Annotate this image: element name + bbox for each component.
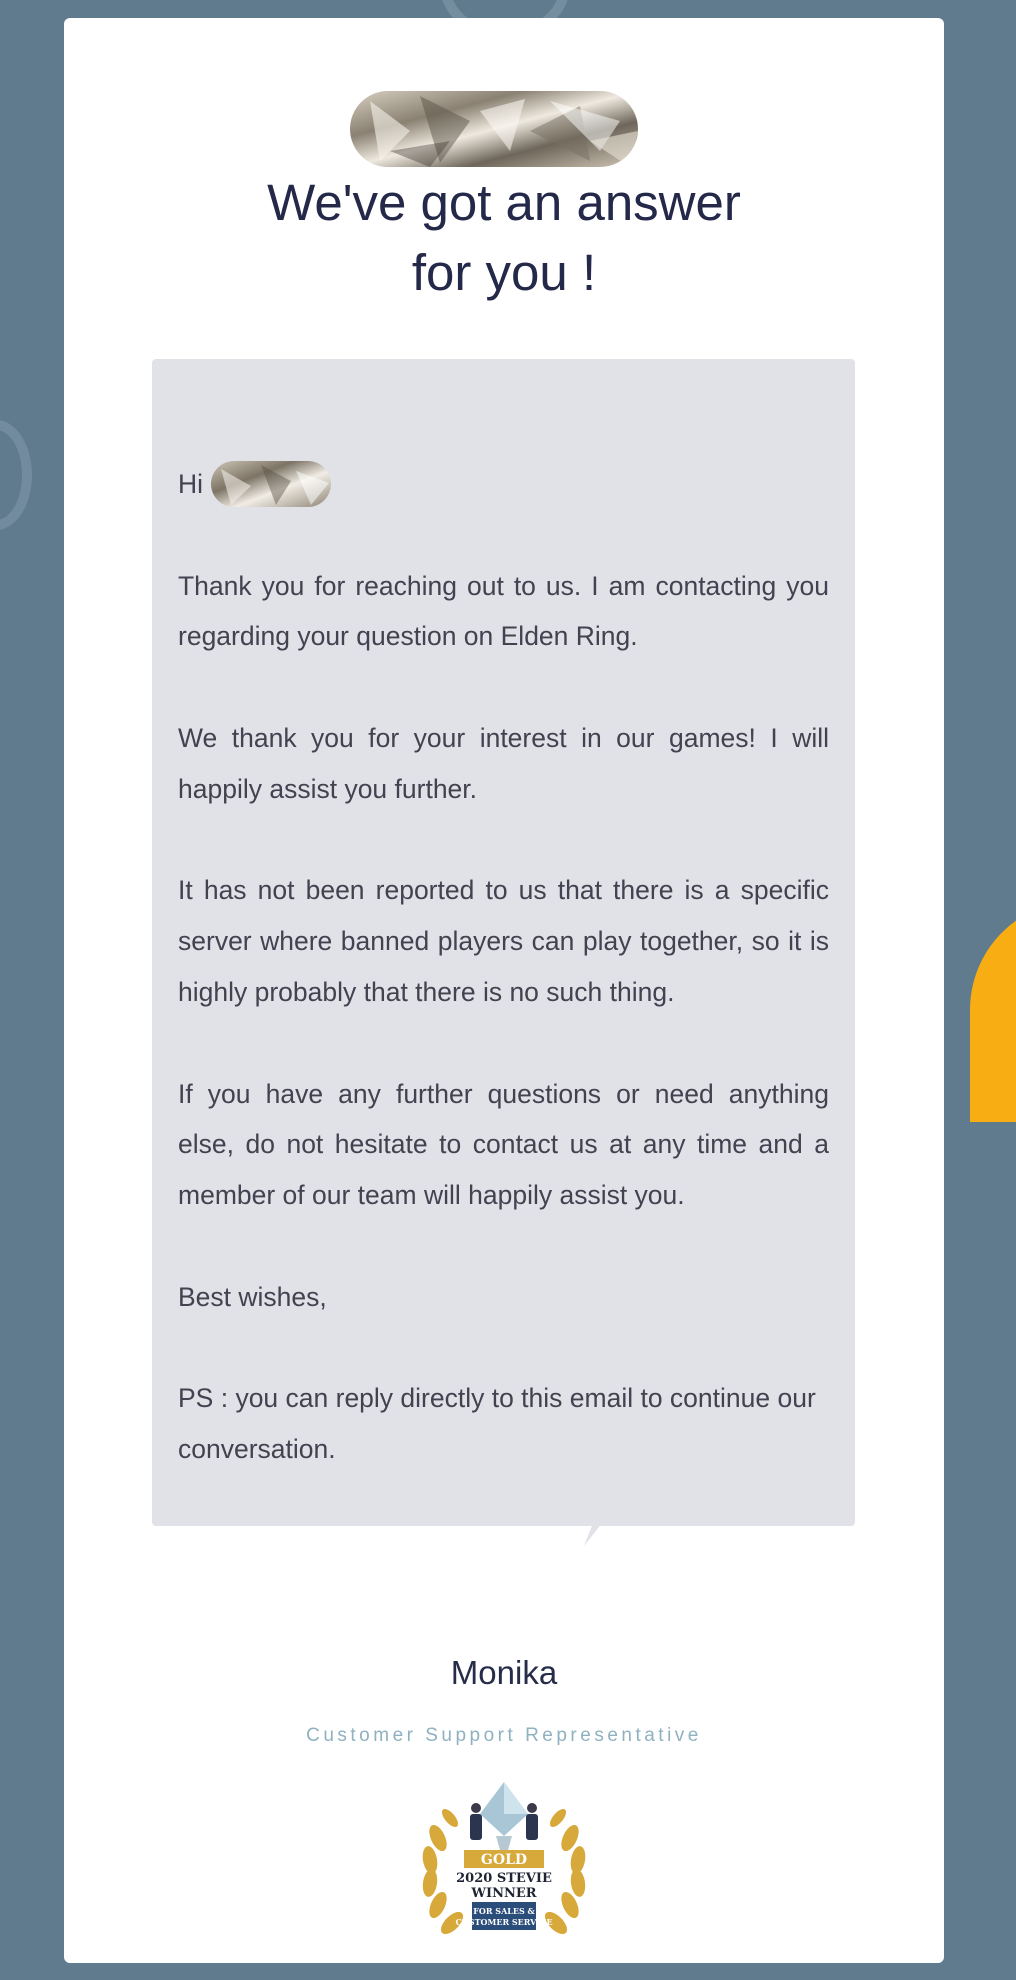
signer-role: Customer Support Representative [306,1725,702,1746]
greeting [178,459,829,510]
decorative-swirl [0,420,32,530]
redacted-logo [350,91,638,167]
award-line-2: WINNER [471,1886,537,1901]
message-paragraph: Thank you for reaching out to us. I am contacting you regarding your question on Elden Ring. [178,570,829,652]
award-line-3: FOR SALES & [473,1906,535,1916]
award-line-4: CUSTOMER SERVICE [455,1917,553,1927]
message-paragraph: We thank you for your interest in our games! I will happily assist you further. [178,722,829,804]
signer-name: Monika [450,1654,558,1691]
award-gold-text: GOLD [480,1852,528,1868]
stevie-award-badge [416,1778,592,1948]
message-box [152,359,855,1526]
redacted-name [211,461,331,507]
message-body [178,459,829,1475]
decorative-orange-shape [970,900,1016,1122]
ps-note: PS : you can reply directly to this email to continue our conversation. [178,1383,816,1465]
message-paragraph: If you have any further questions or need anything else, do not hesitate to contact us at any time and a member of our team will happily assist you. [178,1078,829,1211]
sign-off: Best wishes, [178,1281,327,1312]
page-title [64,168,944,308]
award-laurel-icon [416,1778,592,1948]
award-line-1: 2020 STEVIE [456,1871,552,1886]
title-line: We've got an answer [267,174,741,231]
greeting-label: Hi [178,469,204,499]
email-card [64,18,944,1963]
title-line: for you ! [411,244,597,301]
message-paragraph: It has not been reported to us that there is a specific server where banned players can play together, so it is highly probably that there is no such thing. [178,875,829,1007]
